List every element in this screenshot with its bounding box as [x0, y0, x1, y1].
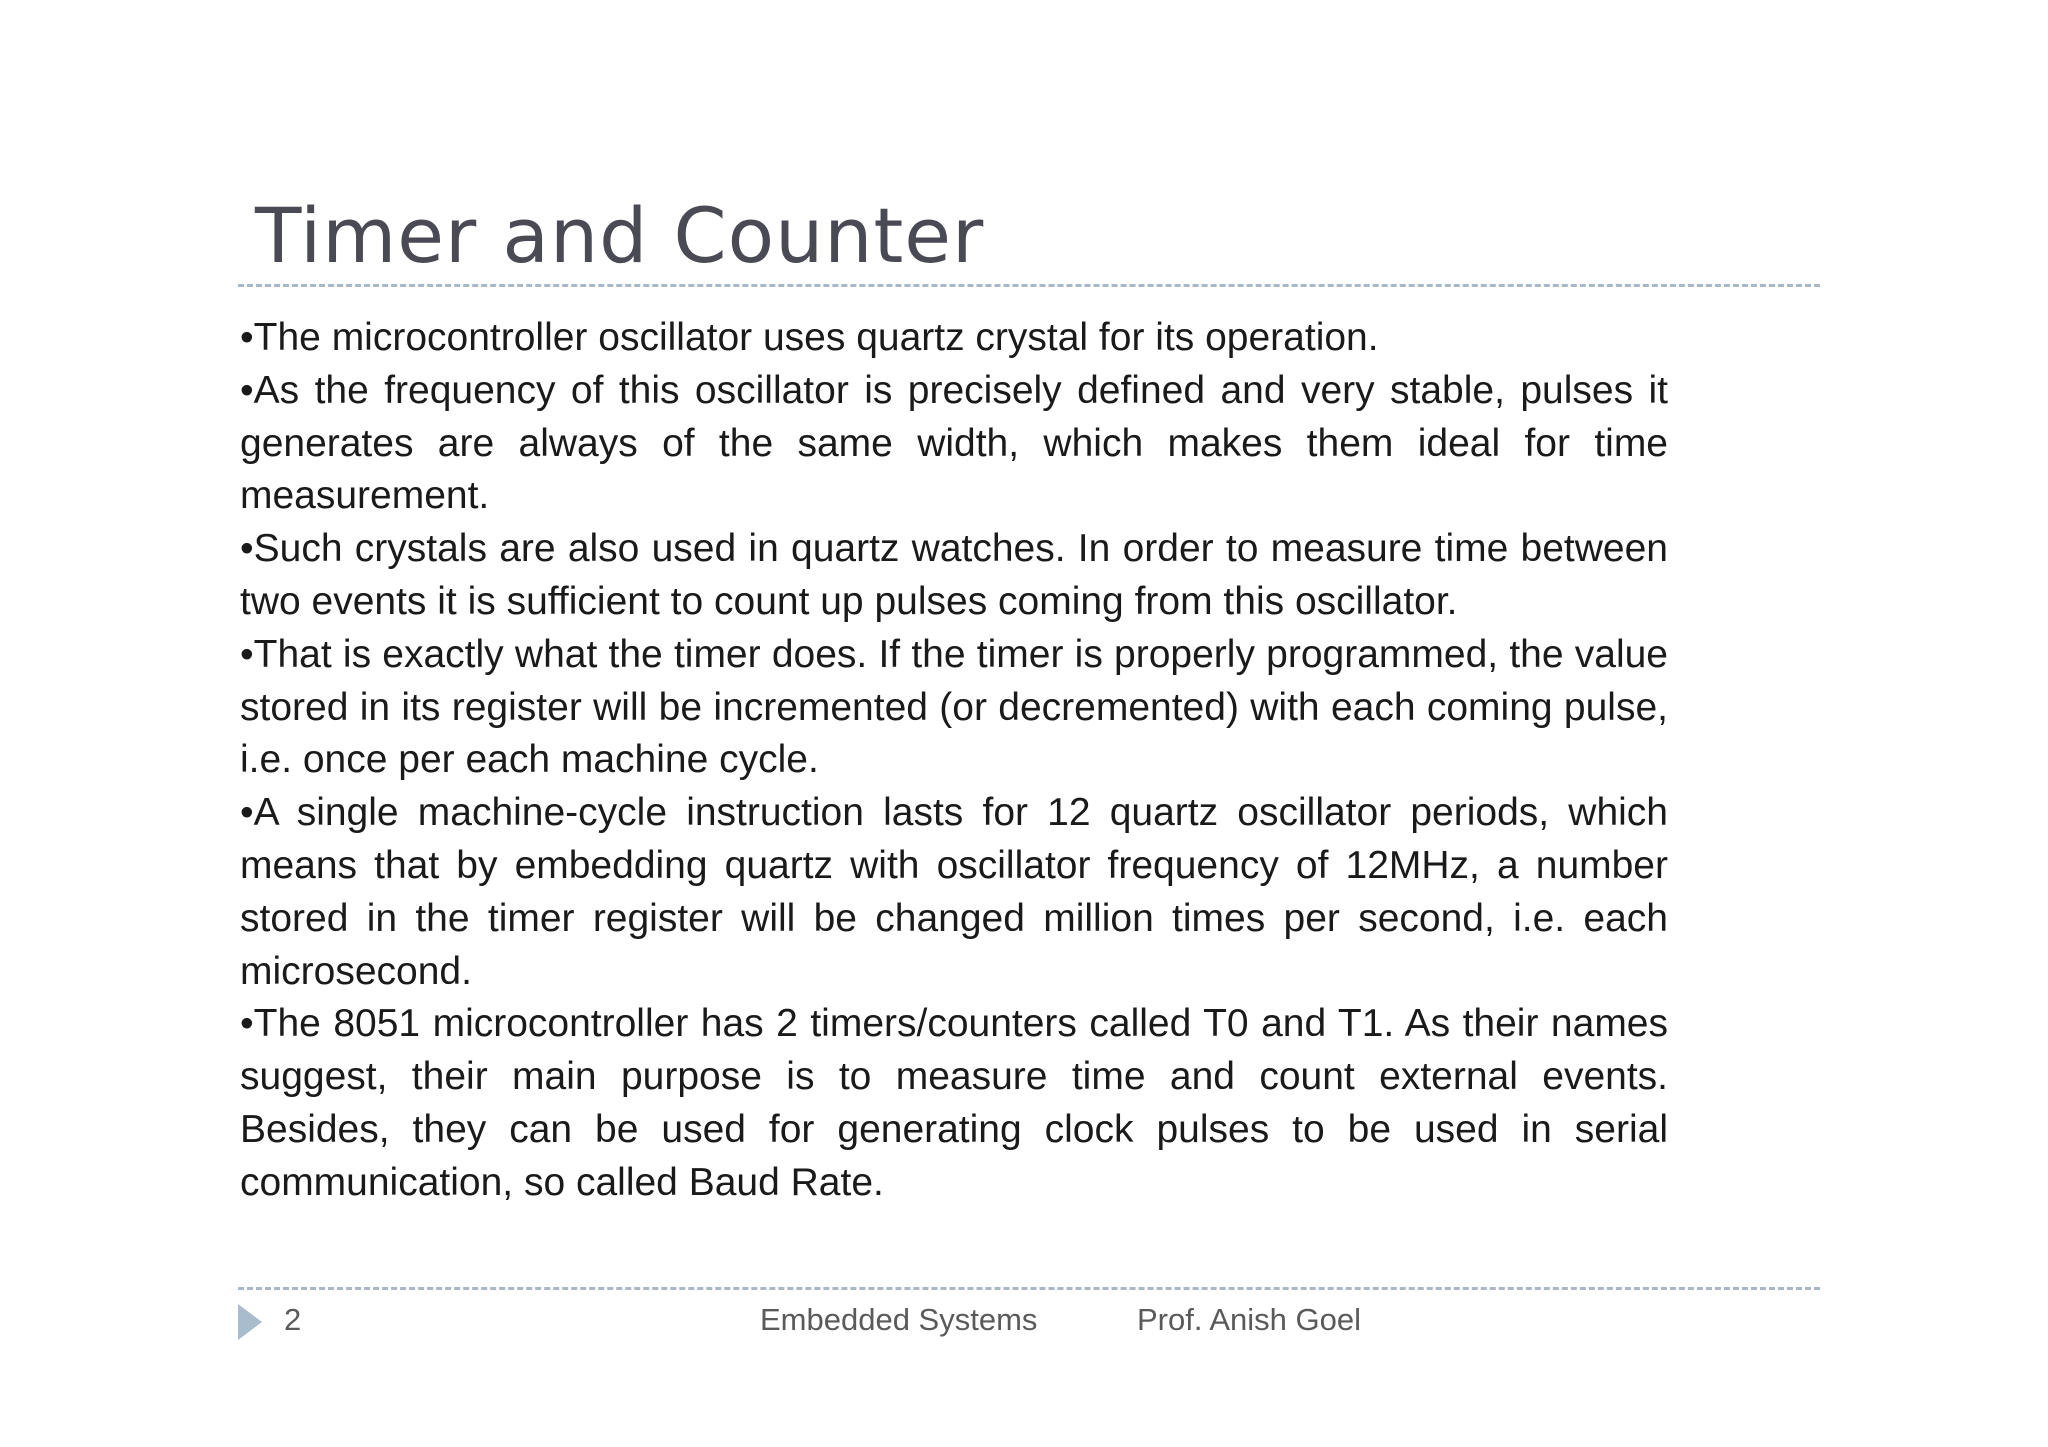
slide-body — [240, 312, 1668, 1210]
bullet-item: •As the frequency of this oscillator is precisely defined and very stable, pulses it generates are always of the same width, which makes them ideal for time measurement. — [240, 368, 1668, 518]
triangle-right-icon — [238, 1304, 262, 1340]
page-number: 2 — [284, 1302, 302, 1337]
bullet-item: •A single machine-cycle instruction lasts for 12 quartz oscillator periods, which means that by embedding quartz with oscillator frequency of 12MHz, a number stored in the timer register will be changed million times per second, i.e. each microsecond. — [240, 791, 1668, 993]
title-divider — [238, 284, 1820, 287]
footer-author-name: Prof. Anish Goel — [1137, 1302, 1362, 1337]
bullet-item: •The 8051 microcontroller has 2 timers/counters called T0 and T1. As their names suggest, their main purpose is to measure time and count external events. Besides, they can be used for generating clock pulses to be used in serial communication, so called Baud Rate. — [240, 1002, 1668, 1204]
footer-divider — [238, 1287, 1820, 1290]
bullet-item: •Such crystals are also used in quartz watches. In order to measure time between two events it is sufficient to count up pulses coming from this oscillator. — [240, 527, 1668, 623]
bullet-item: •The microcontroller oscillator uses quartz crystal for its operation. — [240, 316, 1379, 359]
slide-title: Timer and Counter — [255, 191, 985, 280]
footer-course-name: Embedded Systems — [760, 1302, 1038, 1337]
bullet-item: •That is exactly what the timer does. If the timer is properly programmed, the value stored in its register will be incremented (or decremented) with each coming pulse, i.e. once per each machine cycle. — [240, 632, 1668, 782]
